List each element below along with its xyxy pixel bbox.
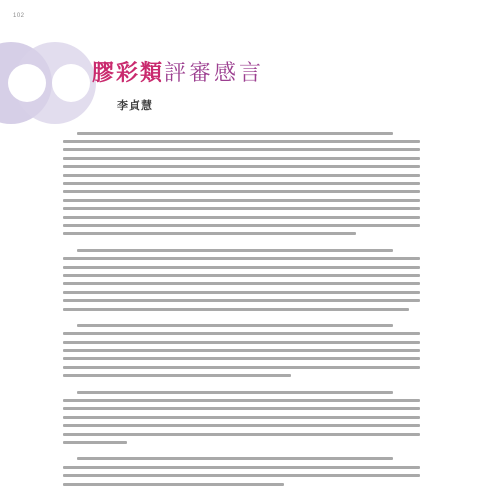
text-line-placeholder — [63, 148, 420, 151]
text-line — [63, 154, 420, 162]
text-line-placeholder — [63, 165, 420, 168]
text-line — [63, 330, 420, 338]
text-line-placeholder — [63, 349, 420, 352]
text-line-placeholder — [63, 433, 420, 436]
title-subject: 評審感言 — [164, 61, 265, 86]
text-line — [63, 288, 420, 296]
text-line-placeholder — [77, 132, 393, 135]
text-line — [63, 263, 420, 271]
text-line — [63, 355, 420, 363]
text-line — [63, 230, 420, 238]
body-paragraph — [63, 455, 420, 488]
text-line-placeholder — [77, 324, 393, 327]
text-line-placeholder — [63, 416, 420, 419]
text-line — [63, 171, 420, 179]
text-line — [63, 146, 420, 154]
text-line-placeholder — [63, 357, 420, 360]
text-line — [63, 363, 420, 371]
text-line — [63, 430, 420, 438]
text-line — [63, 137, 420, 145]
text-line-placeholder — [63, 224, 420, 227]
paragraph-gap — [63, 380, 420, 388]
text-line — [63, 296, 420, 304]
body-paragraph — [63, 388, 420, 447]
text-line-placeholder — [63, 291, 420, 294]
text-line — [63, 455, 420, 463]
text-line — [63, 372, 420, 380]
text-line — [63, 179, 420, 187]
decorative-circle-cutout — [8, 64, 46, 102]
author-name: 李貞慧 — [117, 99, 153, 112]
text-line-placeholder — [77, 391, 393, 394]
text-line — [63, 196, 420, 204]
text-line-placeholder — [63, 308, 409, 311]
page-title — [92, 63, 264, 85]
text-line-placeholder — [63, 232, 356, 235]
text-line-placeholder — [63, 257, 420, 260]
text-line — [63, 129, 420, 137]
text-line-placeholder — [63, 216, 420, 219]
text-line-placeholder — [63, 399, 420, 402]
text-line-placeholder — [63, 424, 420, 427]
text-line-placeholder — [63, 207, 420, 210]
body-paragraph — [63, 129, 420, 238]
text-line-placeholder — [63, 332, 420, 335]
text-line-placeholder — [63, 407, 420, 410]
text-line-placeholder — [63, 441, 127, 444]
text-line-placeholder — [63, 466, 420, 469]
text-line-placeholder — [63, 182, 420, 185]
text-line-placeholder — [63, 190, 420, 193]
text-line — [63, 396, 420, 404]
text-line-placeholder — [63, 341, 420, 344]
text-line — [63, 471, 420, 479]
text-line-placeholder — [63, 199, 420, 202]
text-line-placeholder — [63, 274, 420, 277]
page-number: 102 — [13, 13, 25, 19]
title-category: 膠彩類 — [92, 61, 165, 86]
text-line-placeholder — [63, 474, 420, 477]
text-line — [63, 480, 420, 488]
body-paragraph — [63, 246, 420, 313]
text-line-placeholder — [77, 457, 393, 460]
text-line — [63, 438, 420, 446]
text-line — [63, 305, 420, 313]
body-paragraph — [63, 321, 420, 380]
text-line-placeholder — [63, 140, 420, 143]
text-line-placeholder — [63, 374, 291, 377]
text-line — [63, 254, 420, 262]
text-line — [63, 405, 420, 413]
text-line-placeholder — [63, 366, 420, 369]
text-line — [63, 213, 420, 221]
text-line — [63, 188, 420, 196]
text-line — [63, 321, 420, 329]
text-line-placeholder — [63, 266, 420, 269]
text-line-placeholder — [63, 157, 420, 160]
paragraph-gap — [63, 313, 420, 321]
text-line — [63, 271, 420, 279]
paragraph-gap — [63, 238, 420, 246]
body-text — [63, 129, 420, 488]
text-line — [63, 413, 420, 421]
text-line — [63, 338, 420, 346]
text-line-placeholder — [63, 174, 420, 177]
text-line-placeholder — [63, 299, 420, 302]
text-line — [63, 422, 420, 430]
text-line — [63, 388, 420, 396]
text-line — [63, 246, 420, 254]
text-line — [63, 463, 420, 471]
text-line — [63, 205, 420, 213]
text-line-placeholder — [63, 282, 420, 285]
text-line-placeholder — [77, 249, 393, 252]
text-line — [63, 163, 420, 171]
text-line — [63, 346, 420, 354]
decorative-circle-cutout — [52, 64, 90, 102]
text-line-placeholder — [63, 483, 284, 486]
text-line — [63, 221, 420, 229]
paragraph-gap — [63, 447, 420, 455]
text-line — [63, 280, 420, 288]
